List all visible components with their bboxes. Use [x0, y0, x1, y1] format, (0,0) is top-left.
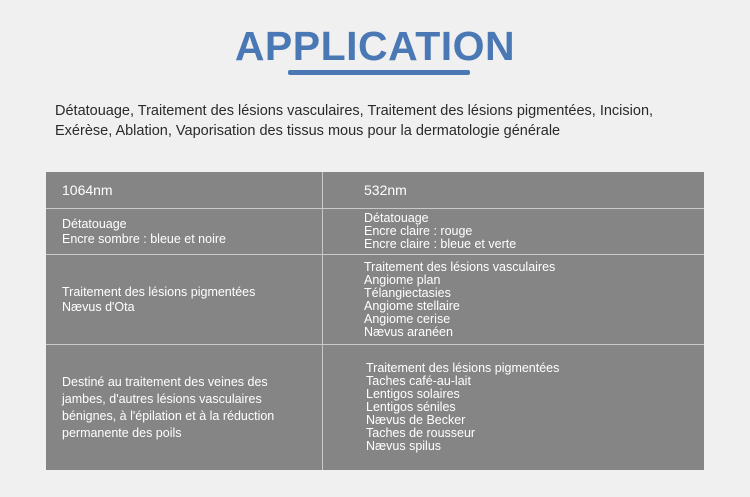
- cell-line: Taches de rousseur: [366, 426, 476, 440]
- table-cell-532nm: [323, 209, 704, 254]
- header-532nm: 532nm: [364, 182, 407, 198]
- cell-line: Détatouage: [62, 216, 127, 231]
- cell-line: Angiome stellaire: [364, 298, 460, 313]
- cell-line: jambes, d'autres lésions vasculaires: [62, 391, 262, 406]
- table-row: [46, 209, 704, 255]
- page-title: APPLICATION: [234, 23, 516, 69]
- cell-line: Traitement des lésions vasculaires: [364, 259, 556, 274]
- table-cell-1064nm: [46, 209, 323, 254]
- cell-line: Lentigos séniles: [366, 400, 456, 414]
- table-cell-532nm: [323, 255, 704, 344]
- cell-line: Télangiectasies: [364, 285, 451, 300]
- cell-line: bénignes, à l'épilation et à la réduction: [62, 408, 275, 423]
- header-1064nm: 1064nm: [46, 172, 323, 208]
- title-underline: [288, 70, 470, 75]
- table-cell-1064nm: [46, 345, 323, 470]
- table-header-row: [46, 172, 704, 209]
- cell-line: Lentigos solaires: [366, 387, 460, 401]
- cell-line: Destiné au traitement des veines des: [62, 374, 268, 389]
- cell-line: Nævus aranéen: [364, 324, 453, 339]
- cell-line: Nævus d'Ota: [62, 299, 135, 314]
- cell-line: Taches café-au-lait: [366, 374, 471, 388]
- table-cell-532nm: [323, 345, 704, 470]
- table-row: [46, 345, 704, 470]
- intro-paragraph: [55, 101, 725, 141]
- cell-line: Angiome cerise: [364, 311, 451, 326]
- cell-line: Nævus spilus: [366, 439, 442, 453]
- cell-line: Angiome plan: [364, 272, 441, 287]
- cell-line: permanente des poils: [62, 425, 182, 440]
- cell-line: Encre sombre : bleue et noire: [62, 231, 226, 246]
- cell-line: Encre claire : rouge: [364, 224, 473, 238]
- intro-line: Détatouage, Traitement des lésions vasculaires, Traitement des lésions pigmentées, Incision,: [55, 103, 654, 119]
- intro-line: Exérèse, Ablation, Vaporisation des tissus mous pour la dermatologie générale: [55, 123, 561, 139]
- cell-line: Nævus de Becker: [366, 413, 466, 427]
- cell-line: Encre claire : bleue et verte: [364, 237, 517, 251]
- table-row: [46, 255, 704, 345]
- cell-line: Détatouage: [364, 211, 429, 225]
- application-table: [46, 172, 704, 470]
- cell-line: Traitement des lésions pigmentées: [366, 361, 560, 375]
- cell-line: Traitement des lésions pigmentées: [62, 284, 256, 299]
- table-cell-1064nm: [46, 255, 323, 344]
